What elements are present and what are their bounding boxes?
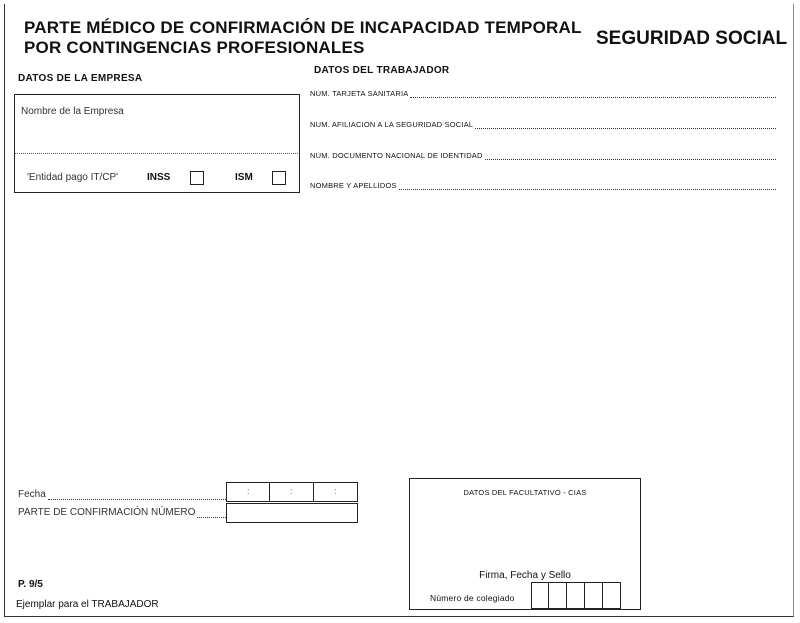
company-divider bbox=[15, 153, 298, 154]
field-label: NOMBRE Y APELLIDOS bbox=[310, 181, 397, 190]
inss-label: INSS bbox=[147, 172, 171, 183]
ism-label: ISM bbox=[235, 172, 253, 183]
field-dotted-line bbox=[485, 152, 776, 160]
field-dotted-line bbox=[475, 121, 776, 129]
company-name-label: Nombre de la Empresa bbox=[21, 106, 124, 117]
entity-label: 'Entidad pago IT/CP' bbox=[27, 172, 119, 183]
parte-dotted-line bbox=[197, 510, 226, 518]
signature-area[interactable] bbox=[420, 503, 630, 571]
colegiado-digit-cell[interactable] bbox=[549, 582, 567, 609]
nombre-apellidos-field[interactable] bbox=[310, 181, 776, 190]
parte-numero-input[interactable] bbox=[226, 503, 358, 523]
parte-numero-label: PARTE DE CONFIRMACIÓN NÚMERO bbox=[18, 507, 196, 518]
afiliacion-field[interactable] bbox=[310, 120, 776, 129]
colegiado-label: Número de colegiado bbox=[430, 593, 515, 603]
fecha-year-cell[interactable]: : bbox=[314, 482, 358, 502]
company-box bbox=[14, 94, 300, 193]
colegiado-digit-cell[interactable] bbox=[603, 582, 621, 609]
field-dotted-line bbox=[410, 90, 776, 98]
fecha-row bbox=[18, 489, 226, 500]
colegiado-digit-cell[interactable] bbox=[531, 582, 549, 609]
fecha-month-cell[interactable]: : bbox=[270, 482, 314, 502]
inss-checkbox[interactable] bbox=[190, 171, 204, 190]
title-line-2: POR CONTINGENCIAS PROFESIONALES bbox=[24, 38, 365, 57]
fecha-label: Fecha bbox=[18, 489, 46, 500]
colegiado-digit-cell[interactable] bbox=[567, 582, 585, 609]
brand-label: SEGURIDAD SOCIAL bbox=[596, 28, 788, 49]
colegiado-digit-cells bbox=[531, 582, 621, 609]
field-label: NUM. AFILIACION A LA SEGURIDAD SOCIAL bbox=[310, 120, 474, 129]
copy-note: Ejemplar para el TRABAJADOR bbox=[16, 599, 159, 610]
facultativo-heading: DATOS DEL FACULTATIVO - CIAS bbox=[463, 488, 587, 497]
signature-label: Firma, Fecha y Sello bbox=[479, 570, 571, 581]
parte-numero-row bbox=[18, 507, 226, 518]
field-label: NUM. TARJETA SANITARIA bbox=[310, 89, 409, 98]
empresa-heading: DATOS DE LA EMPRESA bbox=[18, 73, 143, 84]
title-line-1: PARTE MÉDICO DE CONFIRMACIÓN DE INCAPACIDAD TEMPORAL bbox=[24, 18, 582, 37]
trabajador-heading: DATOS DEL TRABAJADOR bbox=[314, 65, 450, 76]
field-dotted-line bbox=[399, 182, 776, 190]
facultativo-box bbox=[409, 478, 641, 610]
ism-checkbox[interactable] bbox=[272, 171, 286, 190]
tarjeta-sanitaria-field[interactable] bbox=[310, 89, 776, 98]
company-name-field[interactable] bbox=[21, 105, 291, 147]
form-code: P. 9/5 bbox=[18, 579, 43, 590]
fecha-day-cell[interactable]: : bbox=[226, 482, 270, 502]
colegiado-digit-cell[interactable] bbox=[585, 582, 603, 609]
field-label: NUM. DOCUMENTO NACIONAL DE IDENTIDAD bbox=[310, 151, 483, 160]
fecha-input-group bbox=[226, 482, 358, 502]
fecha-dotted-line bbox=[48, 492, 226, 500]
form-title bbox=[24, 18, 582, 58]
dni-field[interactable] bbox=[310, 151, 776, 160]
